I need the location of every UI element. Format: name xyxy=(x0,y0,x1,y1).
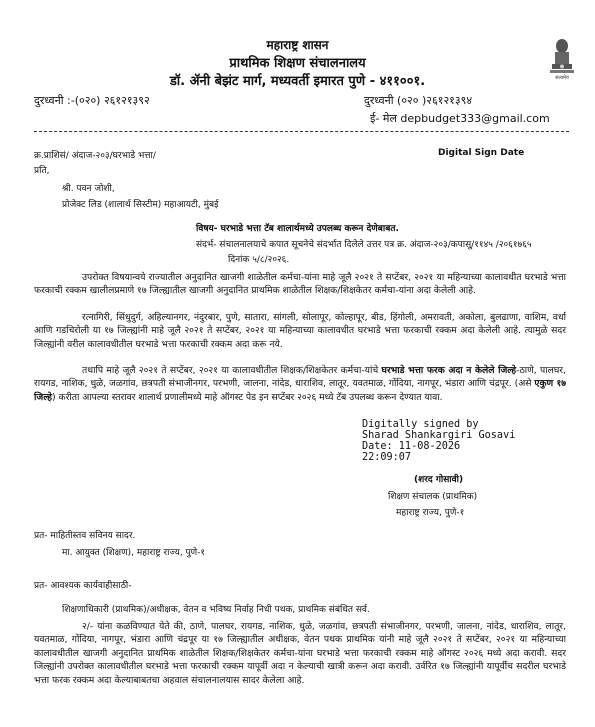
prati-label: प्रति, xyxy=(34,166,50,176)
paragraph-3 xyxy=(34,364,566,404)
gov-title: महाराष्ट्र शासन xyxy=(266,38,329,52)
para3-text-c: ) करीता आपल्या स्तरावर शालार्थ प्रणालीमध्ये माहे ऑगस्ट पेड इन सप्टेंबर २०२६ मध्ये टॅब उपलब्ध करून देण्यात यावा. xyxy=(52,391,443,403)
digital-sign-date: Digital Sign Date xyxy=(438,148,525,158)
paragraph-2: रत्नागिरी, सिंधुदुर्ग, अहिल्यानगर, नंदुरबार, पुणे, सातारा, सांगली, सोलापूर, कोल्हापूर, बीड, हिंगोली, अमरावती, अकोला, बुलढाणा, वाशिम, वर्धा आणि गडचिरोली या १७ जिल्ह्यांनी माहे जूलै २०२१ ते सप्टेंबर, २०२१ या महिन्याच्या कालावधीत घरभाडे भत्ता फरकाची रक्कम अदा केलेली आहे. त्यामुळे सदर जिल्ह्यांनी वरील कालावधीतील घरभाडे भत्ता फरकाची रक्कम अदा करू नये. xyxy=(34,312,566,350)
sig-line-1: Digitally signed by xyxy=(362,419,479,430)
para3-text-b: -ठाणे, पालघर, रायगड, नाशिक, धुळे, जळगांव, छत्रपती संभाजीनगर, परभणी, जालना, नांदेड, धाराशिव, लातूर, यवतमाळ, गोंदिया, नागपूर, भंडारा आणि चंद्रपूर. (असे xyxy=(34,365,566,390)
svg-text:सत्यमेव: सत्यमेव xyxy=(555,75,569,80)
copy-action-recipient: शिक्षणाधिकारी (प्राथमिक)/अधीक्षक, वेतन व भविष्य निर्वाह निधी पथक, प्राथमिक संबंधित सर्व. xyxy=(62,605,370,615)
reference-date: दिनांक ५/८/२०२६. xyxy=(228,255,290,265)
paragraph-1: उपरोक्त विषयान्वये राज्यातील अनुदानित खाजगी शाळेतील कर्मचा-यांना माहे जूलै २०२१ ते सप्टेंबर, २०२१ या महिन्याच्या कालावधीत घरभाडे भत्ता फरकाची रक्कम खालीलप्रमाणे १७ जिल्ह्यातील खाजगी अनुदानित प्राथमिक शाळेतील शिक्षक/शिक्षकेतर कर्मचा-यांना अदा केलेली आहे. xyxy=(34,272,566,297)
sig-line-3: Date: 11-08-2026 xyxy=(362,441,461,452)
recipient-name: श्री. पवन जोशी, xyxy=(62,184,115,194)
header-divider xyxy=(34,131,569,132)
para3-bold-districts: घरभाडे भत्ता फरक अदा न केलेले जिल्हे xyxy=(381,365,517,376)
subject-line: विषय- घरभाडे भत्ता टॅब शालार्थमध्ये उपलब्ध करून देणेबाबत. xyxy=(196,224,399,234)
para3-text-a: तथापि माहे जूलै २०२१ ते सप्टेंबर, २०२१ या कालावधीतील शिक्षक/शिक्षकेतर कर्मचा-यांचे xyxy=(82,365,379,376)
copy-info-label: प्रत- माहितीस्तव सविनय सादर. xyxy=(34,531,136,541)
recipient-designation: प्रोजेक्ट लिड (शालार्थ सिस्टीम) महाआयटी, मुंबई xyxy=(62,200,219,210)
closing-paragraph: २/- यांना कळविण्यात येते की, ठाणे, पालघर, रायगड, नाशिक, धुळे, जळगांव, छत्रपती संभाजीनगर, परभणी, जालना, नांदेड, धाराशिव, लातूर, यवतमाळ, गोंदिया, नागपूर, भंडारा आणि चंद्रपूर या १७ जिल्ह्यातील अधीक्षक, वेतन पथक प्राथमिक यांनी माहे जूलै २०२१ ते सप्टेंबर, २०२१ या महिन्याच्या कालावधीतील खाजगी अनुदानित प्राथमिक शाळेतील शिक्षक/शिक्षकेतर कर्मचा-यांना घरभाडे भत्ता फरकाची रक्कम माहे ऑगस्ट २०२६ मध्ये अदा करावी. सदर जिल्ह्यांनी उपरोक्त कालावधीतील घरभाडे भत्ता फरकाची रक्कम यापूर्वी अदा न केल्याची खात्री करून अदा करावी. उर्वरित १७ जिल्ह्यांनी यापूर्वीच सदरील घरभाडे भत्ता फरक रक्कम अदा केल्याबाबतचा अहवाल संचालनालयास सादर केलेला आहे. xyxy=(34,621,566,686)
phone-right: दुरध्वनी (०२० )२६१२१३९४ xyxy=(364,94,473,107)
signatory-post: शिक्षण संचालक (प्राथमिक) xyxy=(388,492,478,502)
signatory-place: महाराष्ट्र राज्य, पुणे-१ xyxy=(396,508,465,518)
phone-left: दुरध्वनी :-(०२०) २६१२१३९२ xyxy=(34,94,150,107)
email-line: ई- मेल depbudget333@gmail.com xyxy=(370,112,550,125)
office-address: डॉ. ॲनी बेझंट मार्ग, मध्यवर्ती इमारत पुणे - ४११००१. xyxy=(169,74,426,89)
sig-line-4: 22:09:07 xyxy=(362,452,412,463)
signatory-name: (शरद गोसावी) xyxy=(414,475,464,485)
ashoka-emblem-icon xyxy=(548,36,576,80)
reference-line: संदर्भ- संचालनालयाचे कपात सूचनेचे संदर्भात दिलेले उत्तर पत्र क्र. अंदाज-२०३/कपासू/११४५ /२०६१७६५ xyxy=(196,240,532,250)
para3-bold-count: एकुण १७ जिल्हे xyxy=(34,378,567,403)
office-title: प्राथमिक शिक्षण संचालनालय xyxy=(229,56,366,71)
copy-action-label: प्रत- आवश्यक कार्यवाहीसाठी- xyxy=(34,581,132,591)
reference-number: क्र.प्राशिसं/ अंदाज-२०३/घरभाडे भत्ता/ xyxy=(34,151,156,161)
copy-info-recipient: मा. आयुक्त (शिक्षण), महाराष्ट्र राज्य, पुणे-१ xyxy=(62,548,206,558)
sig-line-2: Sharad Shankargiri Gosavi xyxy=(362,430,516,441)
